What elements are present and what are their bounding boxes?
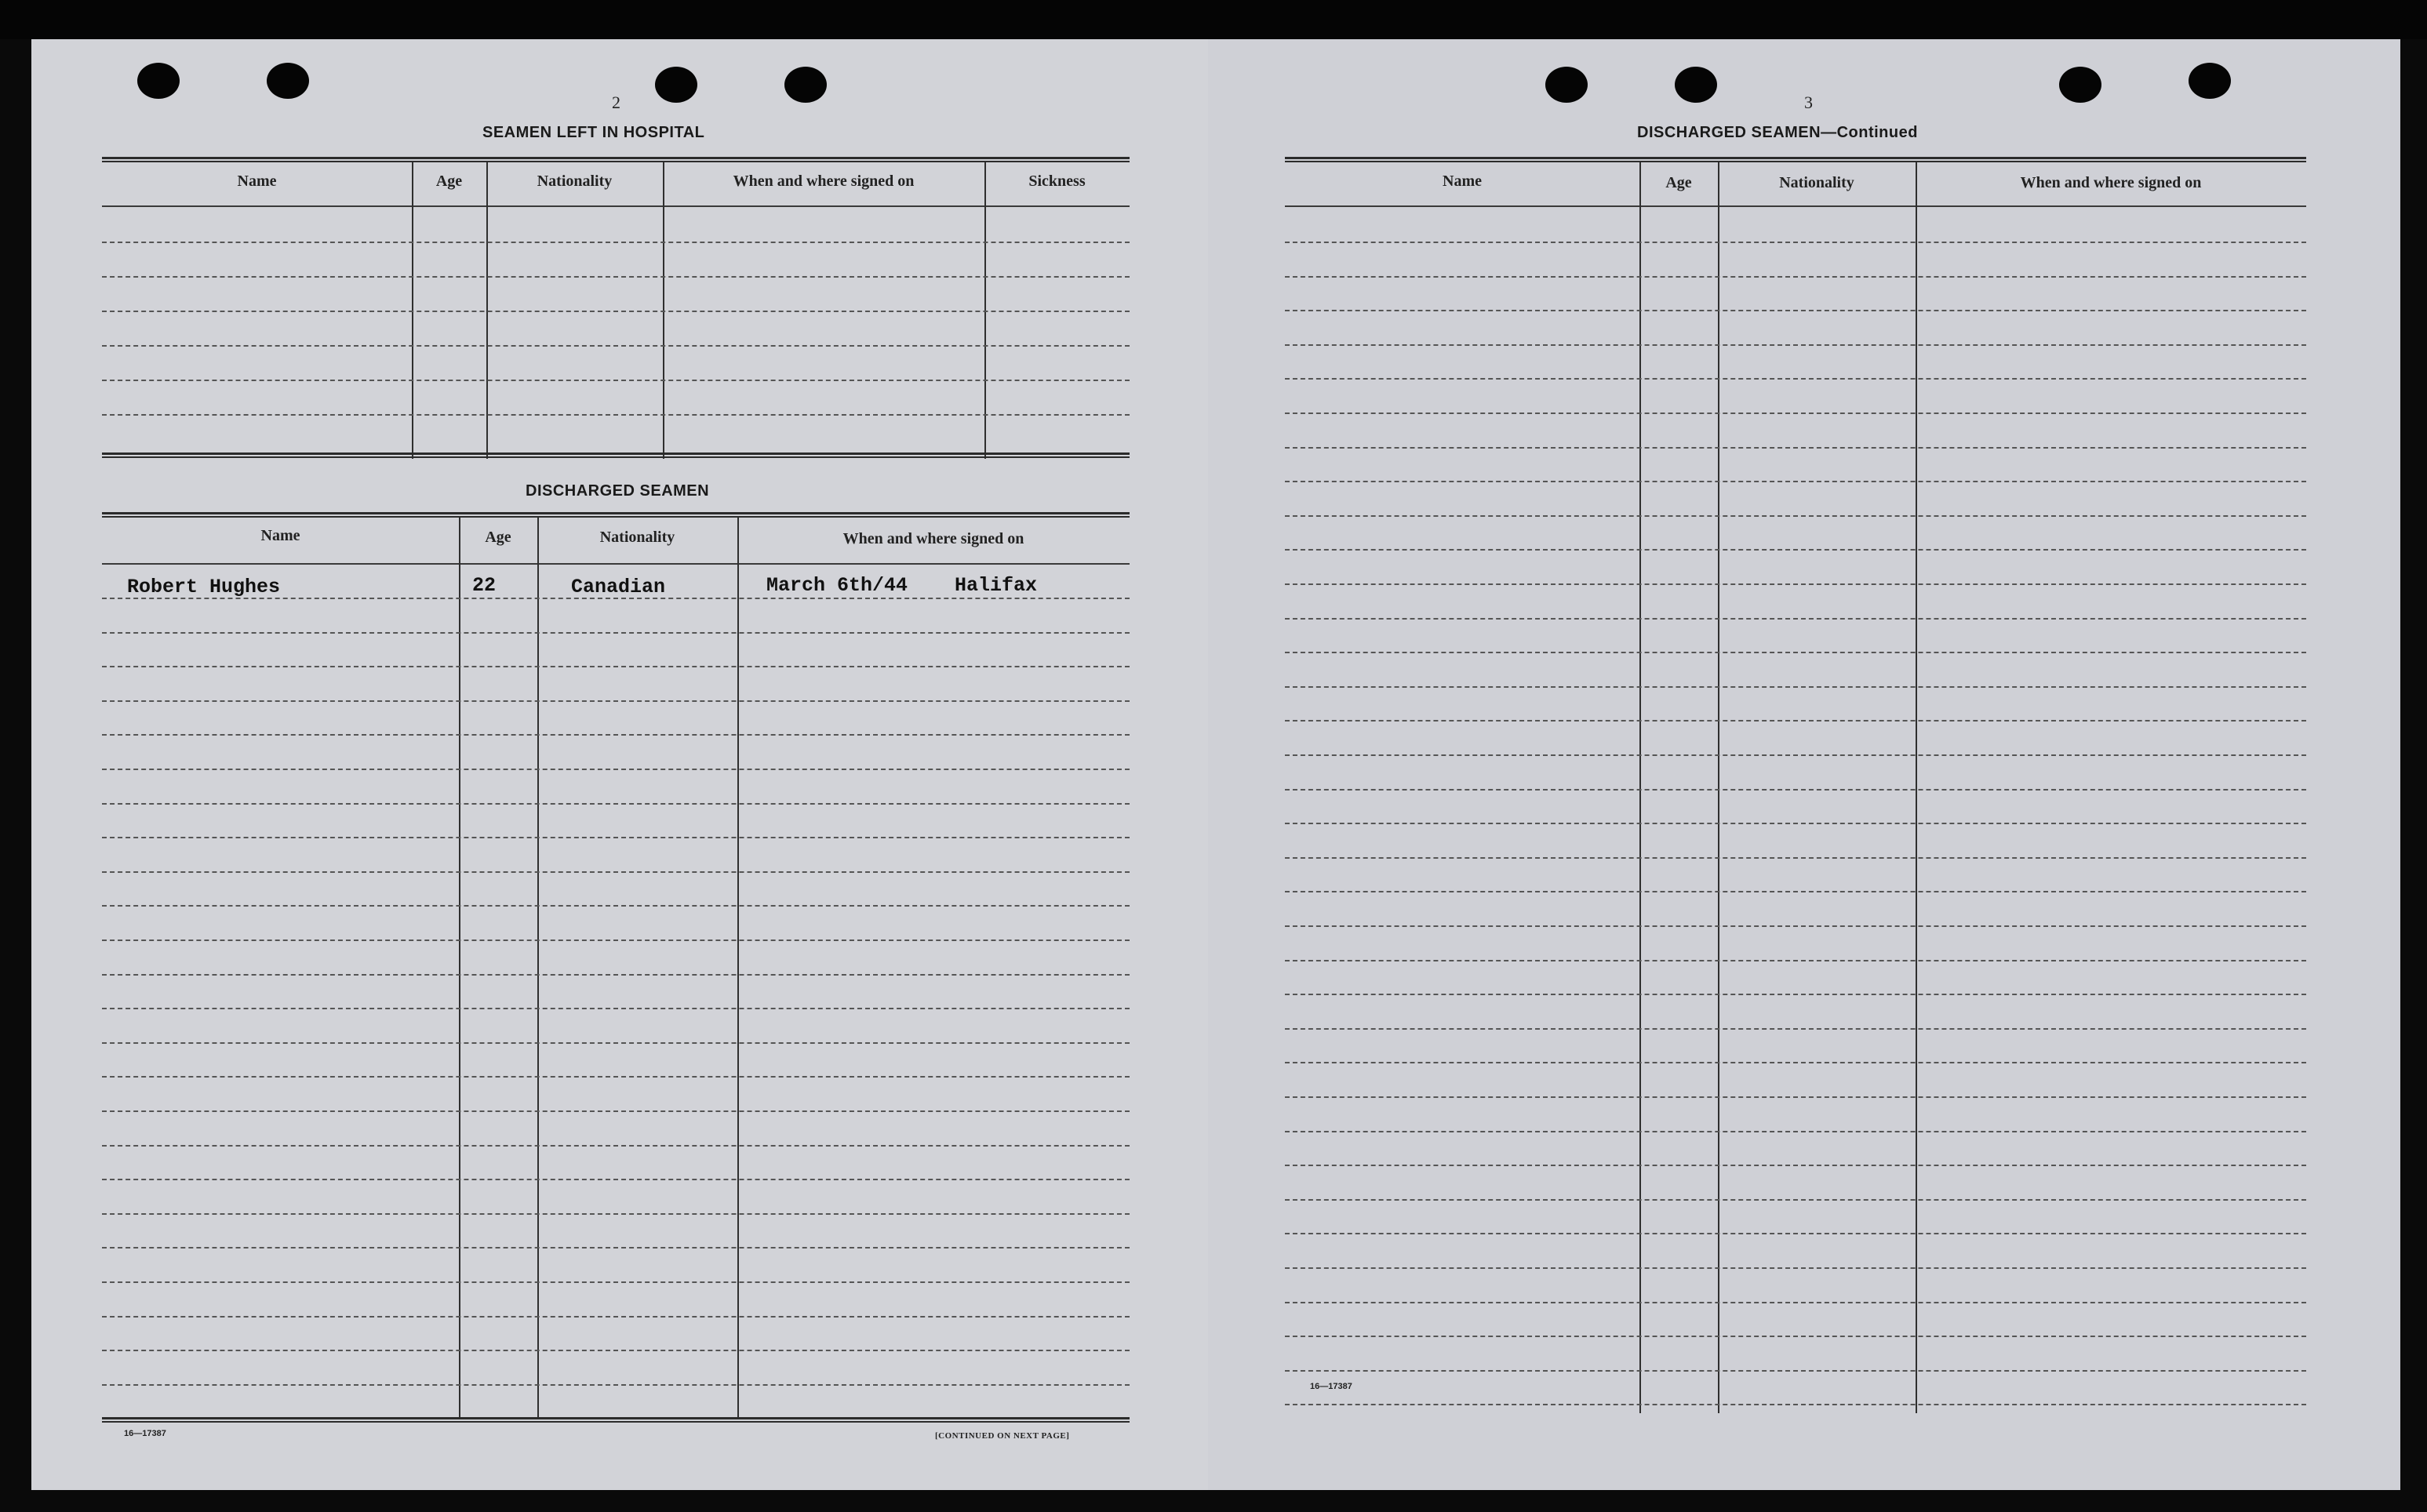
table-row — [102, 242, 1130, 243]
table-row — [102, 803, 1130, 805]
continued-note: [CONTINUED ON NEXT PAGE] — [935, 1431, 1070, 1441]
table-row — [1285, 618, 2306, 620]
table-row — [102, 837, 1130, 838]
col-header-nationality: Nationality — [1779, 174, 1854, 191]
punch-hole — [1545, 67, 1588, 103]
column-divider — [1718, 162, 1719, 1413]
table-row — [102, 1350, 1130, 1351]
col-header-signed-on: When and where signed on — [842, 530, 1024, 547]
col-header-signed-on: When and where signed on — [2020, 174, 2202, 191]
table-row — [1285, 310, 2306, 311]
col-header-name: Name — [237, 173, 277, 190]
discharged-continued-title — [1637, 124, 1918, 142]
punch-hole — [267, 63, 309, 99]
header-rule — [102, 205, 1130, 207]
table-row — [1285, 276, 2306, 278]
right-page — [1208, 39, 2400, 1490]
table-row — [102, 311, 1130, 312]
table-row — [1285, 1199, 2306, 1201]
table-row — [102, 598, 1130, 599]
table-row — [1285, 754, 2306, 756]
table-row — [1285, 1233, 2306, 1234]
col-header-nationality: Nationality — [599, 529, 675, 546]
form-code: 16—17387 — [124, 1429, 166, 1438]
entry-signed-on-date: March 6th/44 — [766, 574, 908, 597]
table-row — [1285, 447, 2306, 449]
table-row — [102, 940, 1130, 941]
table-row — [102, 1179, 1130, 1180]
table-row — [102, 380, 1130, 381]
scan-background — [0, 0, 2427, 39]
punch-hole — [2059, 67, 2101, 103]
table-row — [1285, 960, 2306, 961]
entry-nationality: Canadian — [571, 576, 666, 598]
table-row — [1285, 1062, 2306, 1063]
table-row — [102, 1247, 1130, 1248]
left-page — [31, 39, 1224, 1490]
table-row — [102, 871, 1130, 873]
page-number: 3 — [1804, 93, 1813, 112]
table-row — [1285, 1370, 2306, 1372]
table-row — [1285, 1267, 2306, 1269]
punch-hole — [655, 67, 697, 103]
col-header-nationality: Nationality — [537, 173, 613, 190]
hospital-section-title: SEAMEN LEFT IN HOSPITAL — [482, 124, 705, 141]
table-row — [102, 1008, 1130, 1009]
page-number: 2 — [612, 93, 620, 112]
column-divider — [537, 518, 539, 1419]
table-row — [1285, 481, 2306, 482]
table-row — [1285, 789, 2306, 791]
column-divider — [1639, 162, 1641, 1413]
table-row — [1285, 549, 2306, 551]
table-row — [1285, 891, 2306, 892]
table-row — [102, 414, 1130, 416]
section-title-main: DISCHARGED SEAMEN — [1637, 124, 1821, 141]
section-rule — [102, 157, 1130, 162]
table-row — [1285, 1165, 2306, 1166]
col-header-signed-on: When and where signed on — [733, 173, 915, 190]
header-rule — [1285, 205, 2306, 207]
col-header-age: Age — [1665, 174, 1692, 191]
table-row — [1285, 344, 2306, 346]
table-row — [1285, 720, 2306, 721]
col-header-age: Age — [435, 173, 463, 190]
punch-hole — [137, 63, 180, 99]
table-row — [102, 974, 1130, 976]
table-row — [1285, 413, 2306, 414]
column-divider — [459, 518, 460, 1419]
table-row — [1285, 652, 2306, 653]
col-header-name: Name — [260, 527, 300, 544]
entry-name: Robert Hughes — [127, 576, 281, 598]
table-row — [102, 1384, 1130, 1386]
table-row — [1285, 242, 2306, 243]
table-row — [1285, 583, 2306, 585]
entry-signed-on-place: Halifax — [955, 574, 1038, 597]
table-row — [102, 1145, 1130, 1147]
table-row — [102, 1042, 1130, 1044]
table-row — [102, 1316, 1130, 1318]
table-row — [102, 1281, 1130, 1283]
table-row — [1285, 1028, 2306, 1030]
section-rule — [102, 512, 1130, 518]
punch-hole — [1675, 67, 1717, 103]
table-row — [102, 769, 1130, 770]
header-rule — [102, 563, 1130, 565]
table-row — [102, 632, 1130, 634]
table-row — [102, 700, 1130, 702]
table-row — [102, 734, 1130, 736]
table-row — [1285, 1302, 2306, 1303]
table-row — [102, 345, 1130, 347]
col-header-name: Name — [1443, 173, 1482, 190]
table-row — [1285, 925, 2306, 927]
discharged-section-title: DISCHARGED SEAMEN — [526, 482, 710, 500]
column-divider — [737, 518, 739, 1419]
table-row — [1285, 823, 2306, 824]
table-row — [1285, 994, 2306, 995]
col-header-sickness: Sickness — [1028, 173, 1086, 190]
table-row — [1285, 1336, 2306, 1337]
table-row — [1285, 686, 2306, 688]
entry-age: 22 — [472, 574, 497, 597]
column-divider — [1916, 162, 1917, 1413]
table-row — [102, 666, 1130, 667]
table-row — [1285, 1096, 2306, 1098]
table-row — [102, 276, 1130, 278]
table-row — [1285, 857, 2306, 859]
table-row — [102, 1213, 1130, 1215]
table-row — [1285, 515, 2306, 517]
section-rule — [102, 453, 1130, 458]
table-row — [102, 1076, 1130, 1078]
table-row — [1285, 1131, 2306, 1132]
section-rule — [102, 1417, 1130, 1423]
form-code: 16—17387 — [1310, 1382, 1352, 1391]
table-row — [102, 1110, 1130, 1112]
section-title-suffix: —Continued — [1821, 124, 1918, 141]
col-header-age: Age — [485, 529, 511, 546]
section-rule — [1285, 157, 2306, 162]
table-row — [1285, 378, 2306, 380]
table-row — [102, 905, 1130, 907]
punch-hole — [2189, 63, 2231, 99]
punch-hole — [784, 67, 827, 103]
table-row — [1285, 1404, 2306, 1405]
